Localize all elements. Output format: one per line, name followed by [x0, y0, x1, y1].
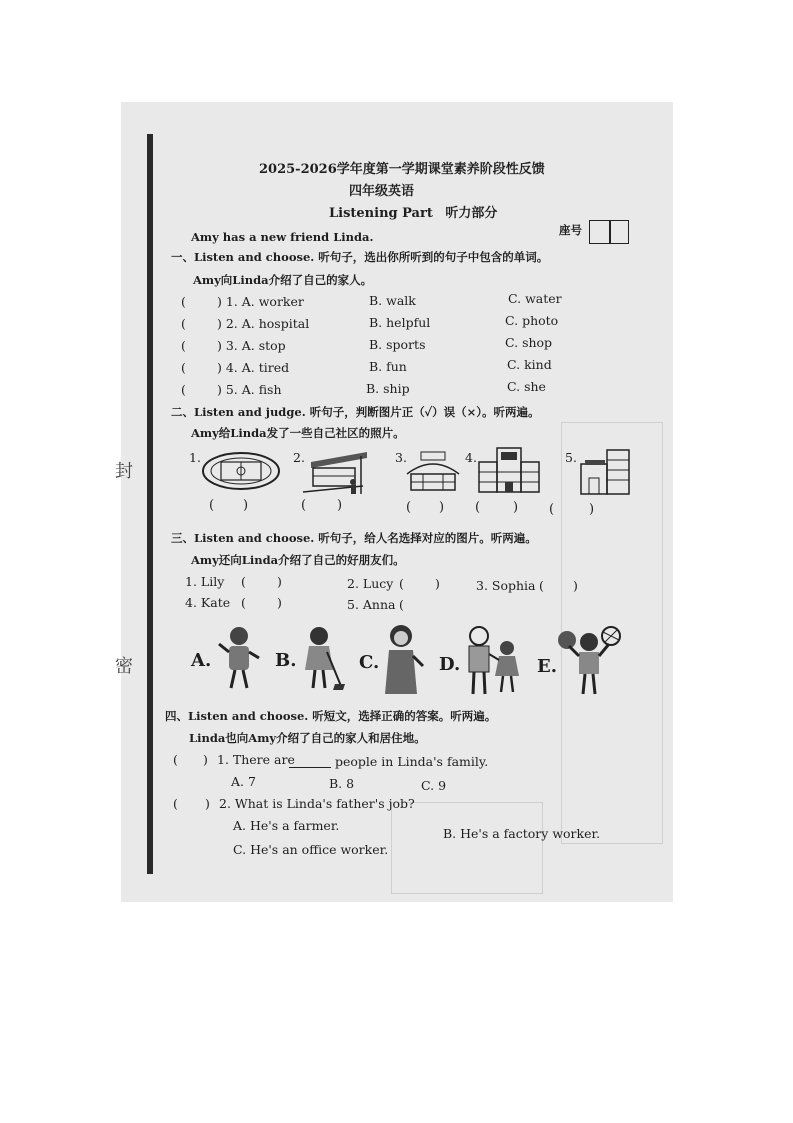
- judge-answer-paren[interactable]: (: [475, 500, 481, 515]
- judge-answer-paren[interactable]: (: [549, 502, 555, 517]
- section4-subheading: Linda也向Amy介绍了自己的家人和居住地。: [189, 731, 426, 745]
- question-text: 1. There are: [217, 752, 295, 767]
- answer-paren-left[interactable]: (: [181, 382, 186, 397]
- option-b: B. fun: [369, 359, 407, 374]
- binding-line: [147, 134, 153, 874]
- part-title-cn: 听力部分: [445, 206, 498, 221]
- section2-subheading: Amy给Linda发了一些自己社区的照片。: [191, 426, 405, 440]
- friend-name: 5. Anna: [347, 597, 396, 612]
- judge-answer-paren[interactable]: (: [209, 498, 215, 513]
- seat-box-divider: [609, 221, 611, 243]
- part-title: [329, 202, 497, 221]
- seat-number-box[interactable]: [589, 220, 629, 244]
- answer-paren-left[interactable]: (: [399, 597, 404, 612]
- option-c: C. photo: [505, 313, 559, 328]
- grade-subject: 四年级英语: [349, 184, 415, 199]
- picture-number: 3.: [395, 450, 407, 465]
- option-c: C. 9: [421, 778, 447, 793]
- exam-title: 2025-2026学年度第一学期课堂素养阶段性反馈: [259, 162, 545, 177]
- option-a: A. He's a farmer.: [233, 818, 340, 833]
- section1-heading: 一、Listen and choose. 听句子，选出你所听到的句子中包含的单词。: [171, 250, 549, 264]
- option-c: C. shop: [505, 335, 553, 350]
- hospital-icon: [477, 446, 541, 494]
- section4-heading: 四、Listen and choose. 听短文，选择正确的答案。听两遍。: [165, 709, 497, 723]
- section1-subheading: Amy向Linda介绍了自己的家人。: [193, 273, 373, 287]
- option-a: ) 2. A. hospital: [217, 316, 310, 331]
- judge-answer-paren[interactable]: ): [513, 500, 519, 515]
- option-a: ) 4. A. tired: [217, 360, 290, 375]
- answer-paren-left[interactable]: (: [173, 796, 178, 811]
- option-c: C. she: [507, 379, 546, 394]
- answer-paren-left[interactable]: (: [181, 338, 186, 353]
- option-b: B. 8: [329, 776, 355, 791]
- part-title-en: Listening Part: [329, 206, 433, 221]
- judge-answer-paren[interactable]: (: [406, 500, 412, 515]
- show-through-shadow: [391, 802, 543, 894]
- picture-number: 2.: [293, 450, 305, 465]
- picture-label: A.: [191, 650, 212, 671]
- answer-paren-left[interactable]: (: [539, 578, 544, 593]
- girl-figure-icon: [215, 624, 263, 692]
- judge-answer-paren[interactable]: ): [337, 498, 343, 513]
- answer-paren-right[interactable]: ): [205, 796, 210, 811]
- picture-number: 1.: [189, 450, 201, 465]
- answer-paren-right[interactable]: ): [277, 574, 282, 589]
- picture-label: E.: [537, 656, 557, 677]
- answer-paren-left[interactable]: (: [181, 294, 186, 309]
- boy-with-balls-icon: [557, 624, 621, 696]
- section2-heading: 二、Listen and judge. 听句子，判断图片正（✓）误（×）。听两遍。: [171, 405, 540, 419]
- option-c: C. kind: [507, 357, 552, 372]
- stadium-icon: [201, 450, 281, 492]
- answer-paren-left[interactable]: (: [181, 316, 186, 331]
- train-station-icon: [303, 446, 373, 498]
- girl-sweeping-icon: [297, 624, 345, 692]
- option-b: B. ship: [366, 381, 410, 396]
- option-c: C. He's an office worker.: [233, 842, 389, 857]
- picture-number: 4.: [465, 450, 477, 465]
- friend-name: 1. Lily: [185, 574, 225, 589]
- picture-number: 5.: [565, 450, 577, 465]
- shop-building-icon: [577, 448, 633, 496]
- option-a: ) 1. A. worker: [217, 294, 304, 309]
- answer-paren-right[interactable]: ): [435, 576, 440, 591]
- option-a: A. 7: [231, 774, 256, 789]
- margin-char-secret: 密: [115, 656, 133, 677]
- option-a: ) 3. A. stop: [217, 338, 286, 353]
- option-c: C. water: [508, 291, 562, 306]
- question-text: 2. What is Linda's father's job?: [219, 796, 415, 811]
- answer-paren-right[interactable]: ): [203, 752, 208, 767]
- answer-paren-right[interactable]: ): [573, 578, 578, 593]
- section3-heading: 三、Listen and choose. 听句子，给人名选择对应的图片。听两遍。: [171, 531, 537, 545]
- seat-number-label: 座号: [559, 223, 582, 237]
- grandpa-and-girl-icon: [461, 624, 527, 696]
- woman-figure-icon: [379, 622, 425, 696]
- exam-sheet: [115, 102, 673, 902]
- option-a: ) 5. A. fish: [217, 382, 282, 397]
- section3-subheading: Amy还向Linda介绍了自己的好朋友们。: [191, 553, 405, 567]
- option-b: B. walk: [369, 293, 416, 308]
- option-b: B. helpful: [369, 315, 431, 330]
- friend-name: 3. Sophia: [476, 578, 536, 593]
- answer-paren-left[interactable]: (: [241, 574, 246, 589]
- judge-answer-paren[interactable]: ): [439, 500, 445, 515]
- answer-paren-left[interactable]: (: [173, 752, 178, 767]
- answer-blank[interactable]: [289, 753, 331, 772]
- question-text: people in Linda's family.: [335, 754, 489, 769]
- building-icon: [405, 450, 461, 494]
- friend-name: 2. Lucy: [347, 576, 394, 591]
- friend-name: 4. Kate: [185, 595, 231, 610]
- judge-answer-paren[interactable]: ): [589, 502, 595, 517]
- option-b: B. He's a factory worker.: [443, 826, 601, 841]
- picture-label: D.: [439, 654, 461, 675]
- intro-line: Amy has a new friend Linda.: [191, 230, 374, 244]
- picture-label: C.: [359, 652, 380, 673]
- answer-paren-left[interactable]: (: [241, 595, 246, 610]
- option-b: B. sports: [369, 337, 426, 352]
- picture-label: B.: [275, 650, 297, 671]
- judge-answer-paren[interactable]: ): [243, 498, 249, 513]
- margin-char-seal: 封: [115, 461, 133, 482]
- judge-answer-paren[interactable]: (: [301, 498, 307, 513]
- answer-paren-left[interactable]: (: [399, 576, 404, 591]
- answer-paren-left[interactable]: (: [181, 360, 186, 375]
- answer-paren-right[interactable]: ): [277, 595, 282, 610]
